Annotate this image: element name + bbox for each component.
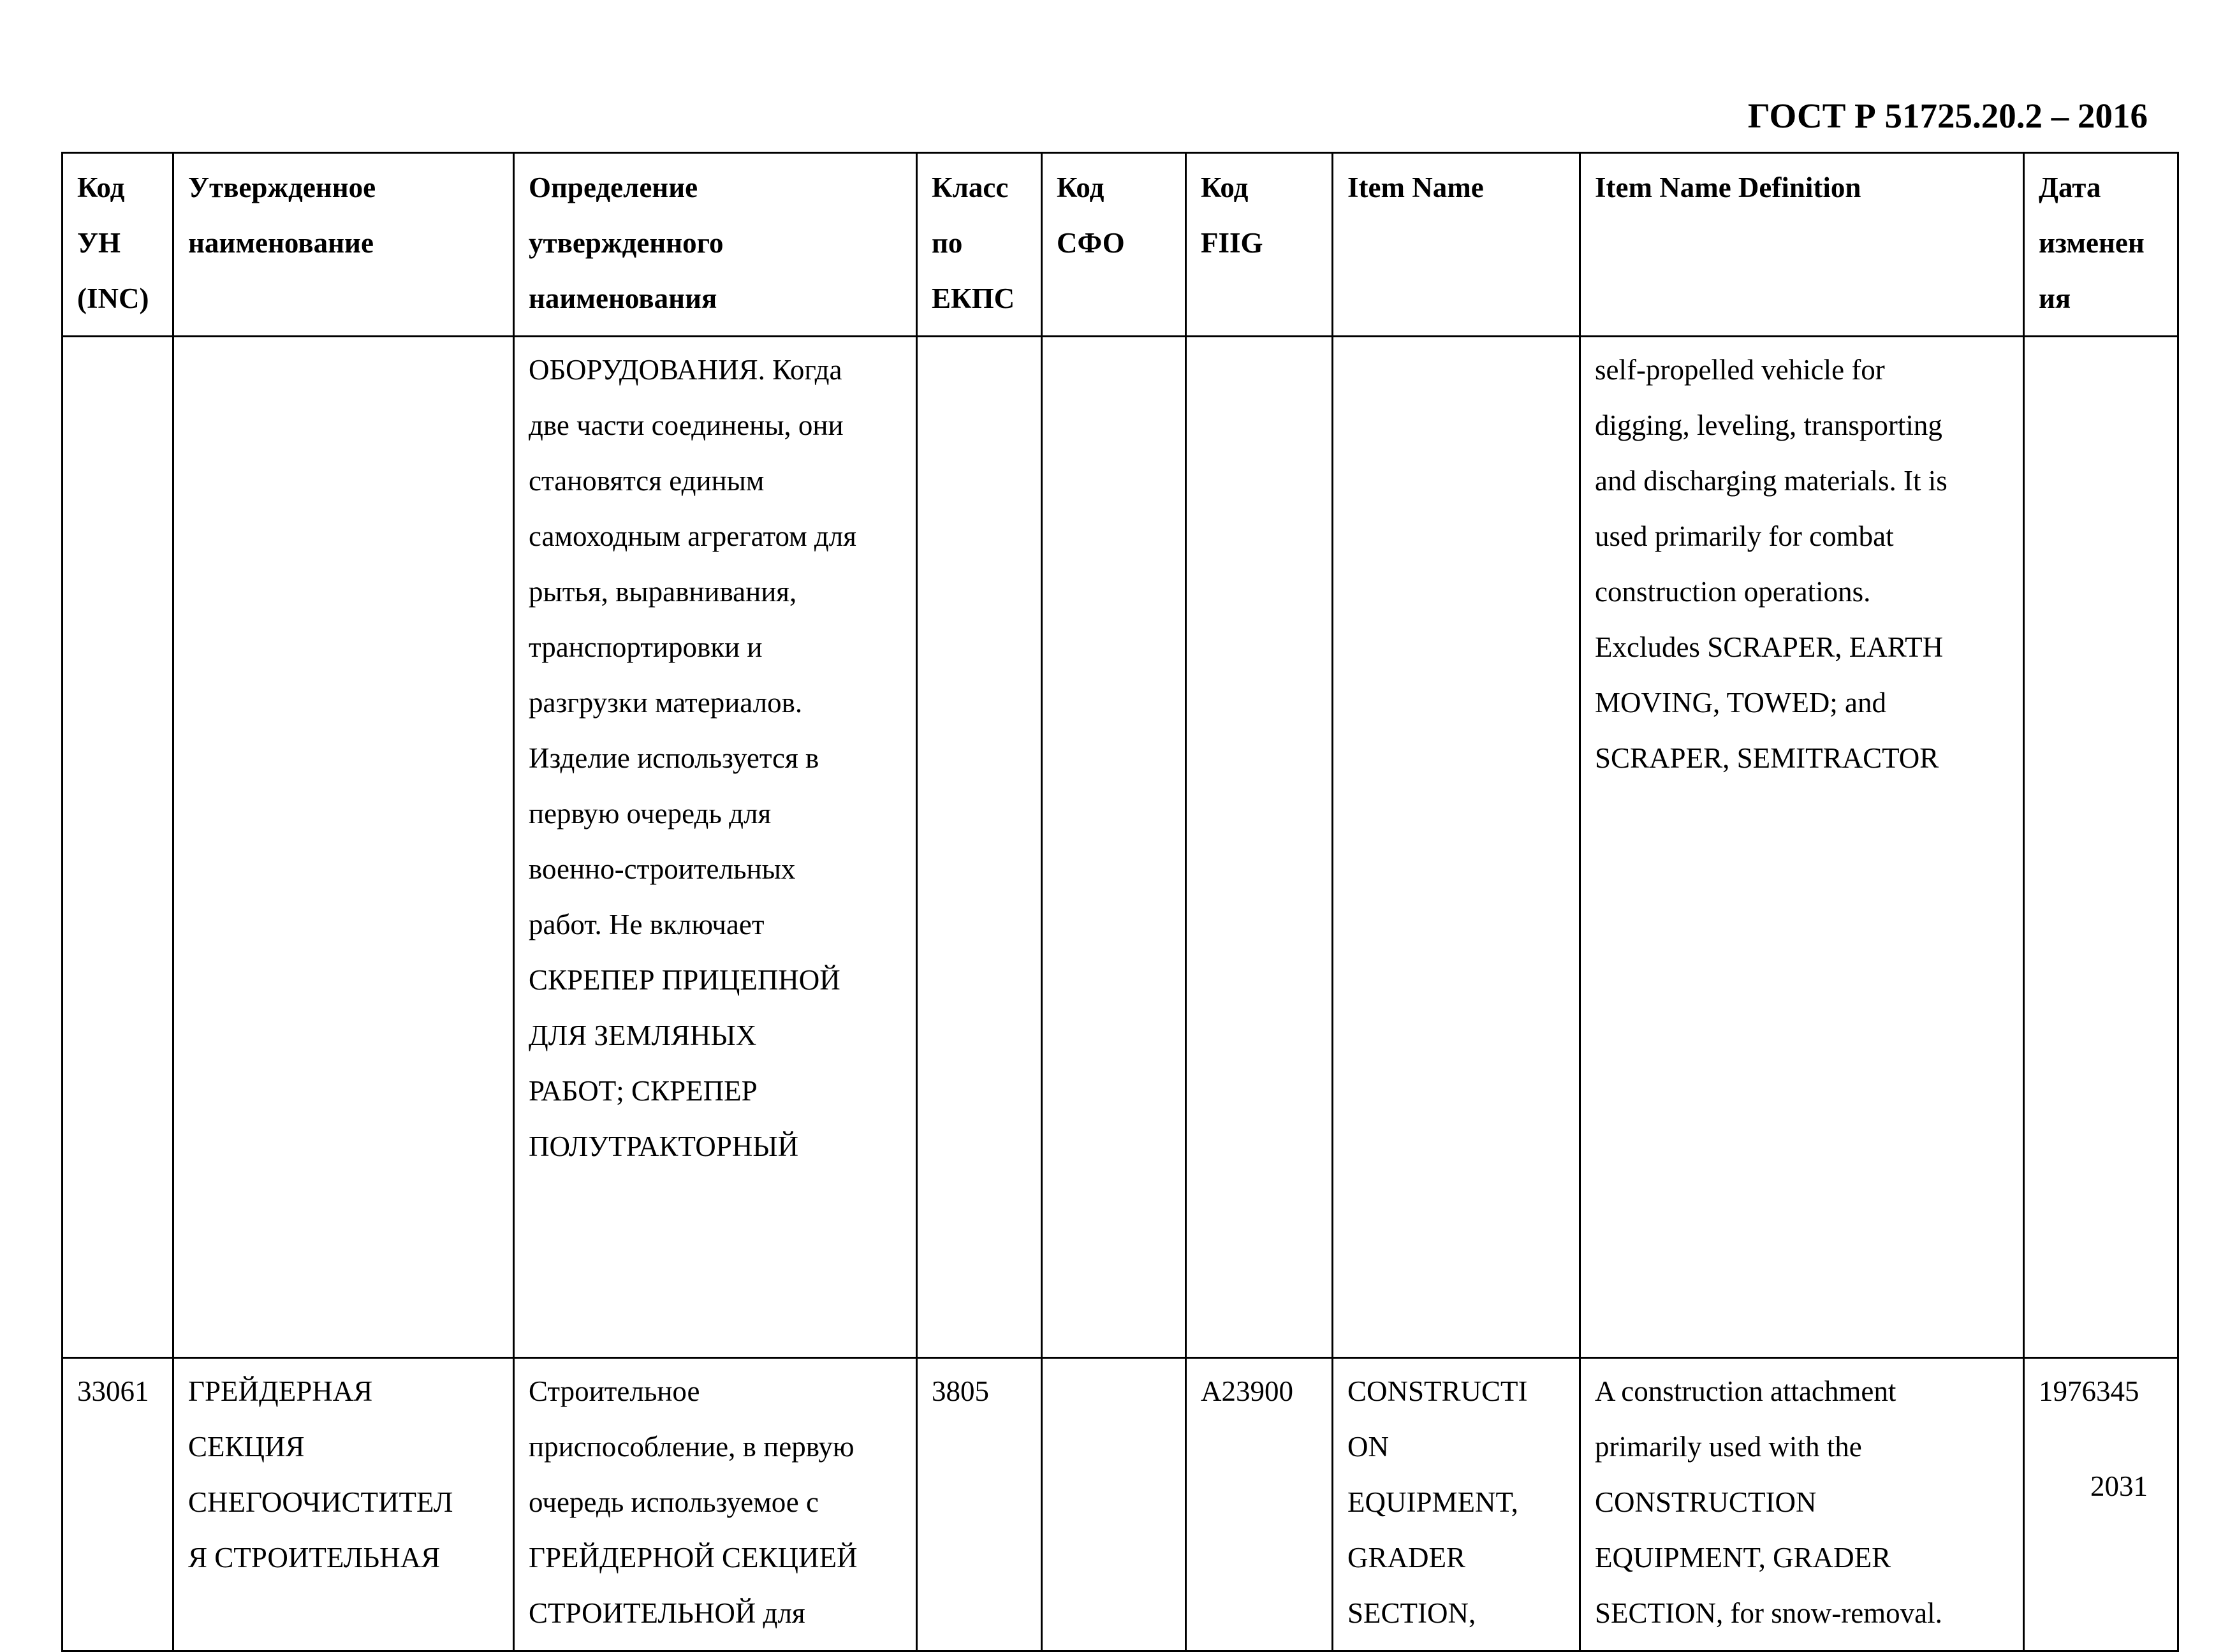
- cell-inc-code: [62, 337, 173, 1358]
- page-number: 2031: [2090, 1470, 2148, 1502]
- header-change-date: Дата изменен ия: [2024, 153, 2178, 337]
- cell-approved-name-definition: ОБОРУДОВАНИЯ. Когда две части соединены, они становятся единым самоходным агрегатом для рытья, выравнивания, транспортировки и разгрузки материалов. Изделие используется в первую очередь для военно-строительных работ. Не включает СКРЕПЕР ПРИЦЕПНОЙ ДЛЯ ЗЕМЛЯНЫХ РАБОТ; СКРЕПЕР ПОЛУТРАКТОРНЫЙ: [514, 337, 917, 1358]
- cell-item-name-definition: A construction attachment primarily used with the CONSTRUCTION EQUIPMENT, GRADER SECTION, for snow-removal.: [1580, 1358, 2024, 1651]
- cell-inc-code: 33061: [62, 1358, 173, 1651]
- cell-item-name: [1333, 337, 1580, 1358]
- cell-fiig-code: A23900: [1186, 1358, 1333, 1651]
- table-row: [62, 337, 2178, 1358]
- cell-sfo-code: [1042, 337, 1186, 1358]
- header-inc-code: Код УН (INC): [62, 153, 173, 337]
- header-item-name: Item Name: [1333, 153, 1580, 337]
- header-approved-name: Утвержденное наименование: [173, 153, 514, 337]
- header-sfo-code: Код СФО: [1042, 153, 1186, 337]
- cell-approved-name: [173, 337, 514, 1358]
- cell-item-name-definition: self-propelled vehicle for digging, leveling, transporting and discharging materials. It is used primarily for combat construction operations. Excludes SCRAPER, EARTH MOVING, TOWED; and SCRAPER, SEMITRACTOR: [1580, 337, 2024, 1358]
- document-header: ГОСТ Р 51725.20.2 – 2016: [1747, 96, 2148, 135]
- cell-ekps-class: [917, 337, 1042, 1358]
- header-approved-name-definition: Определение утвержденного наименования: [514, 153, 917, 337]
- cell-change-date: 1976345: [2024, 1358, 2178, 1651]
- header-item-name-definition: Item Name Definition: [1580, 153, 2024, 337]
- cell-sfo-code: [1042, 1358, 1186, 1651]
- cell-item-name: CONSTRUCTI ON EQUIPMENT, GRADER SECTION,: [1333, 1358, 1580, 1651]
- header-fiig-code: Код FIIG: [1186, 153, 1333, 337]
- header-ekps-class: Класс по ЕКПС: [917, 153, 1042, 337]
- table-header-row: [62, 153, 2178, 337]
- cell-approved-name: ГРЕЙДЕРНАЯ СЕКЦИЯ СНЕГООЧИСТИТЕЛ Я СТРОИТЕЛЬНАЯ: [173, 1358, 514, 1651]
- table-row: [62, 1358, 2178, 1651]
- cell-fiig-code: [1186, 337, 1333, 1358]
- cell-approved-name-definition: Строительное приспособление, в первую очередь используемое с ГРЕЙДЕРНОЙ СЕКЦИЕЙ СТРОИТЕЛЬНОЙ для: [514, 1358, 917, 1651]
- cell-ekps-class: 3805: [917, 1358, 1042, 1651]
- cell-change-date: [2024, 337, 2178, 1358]
- classification-table: [61, 152, 2179, 1652]
